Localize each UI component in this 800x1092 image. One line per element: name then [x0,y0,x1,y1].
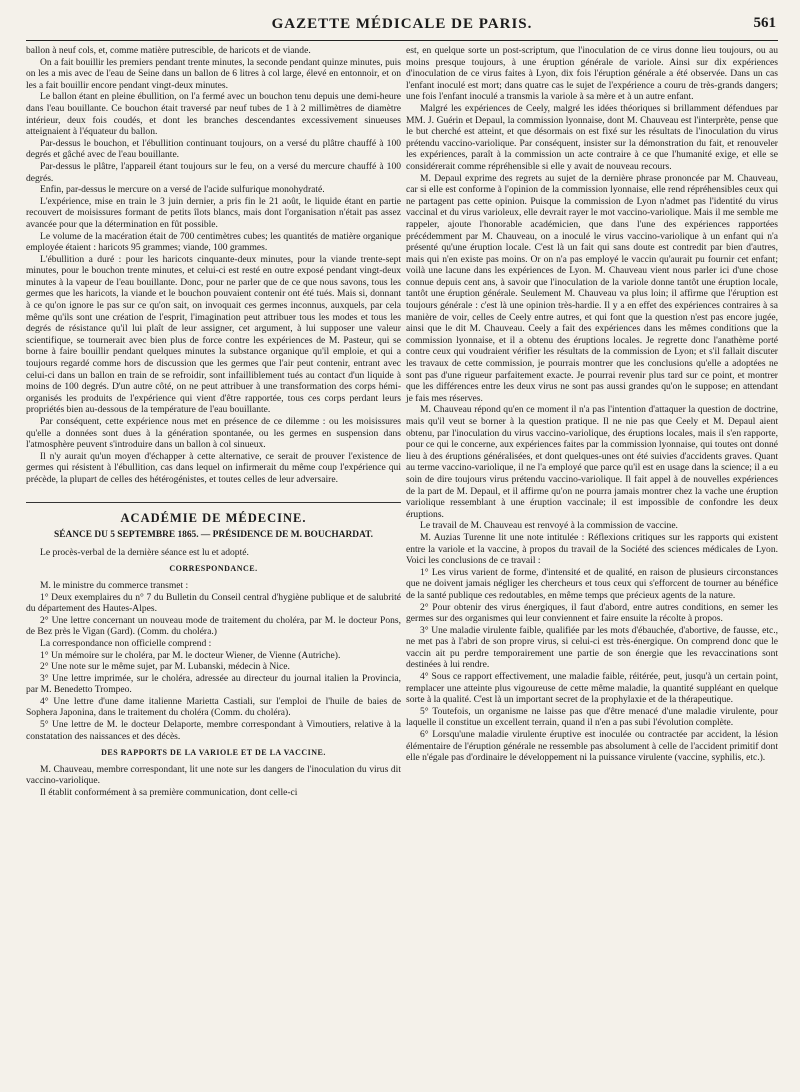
paragraph: Enfin, par-dessus le mercure on a versé de l'acide sulfurique monohydraté. [40,184,325,196]
academie-section [26,502,401,799]
list-item: 1° Les virus varient de forme, d'intensité et de qualité, en raison de plusieurs circonstances que ne doivent jamais négliger les chercheurs et tous ceux qui s'efforcent de tourner au bénéfice de la santé publique ces redoutables, en même temps que précieux agents de la nature. [406,566,778,601]
paragraph: Il établit conformément à sa première communication, dont celle-ci [40,787,298,799]
paragraph: Le procès-verbal de la dernière séance est lu et adopté. [40,546,249,558]
page-header [26,14,778,41]
journal-title: GAZETTE MÉDICALE DE PARIS. [271,16,533,32]
paragraph: La correspondance non officielle comprend : [40,637,212,649]
paragraph: Le ballon étant en pleine ébullition, on l'a fermé avec un bouchon tenu depuis une demi-heure dans l'eau bouillante. Ce bouchon était traversé par neuf tubes de 1 à 2 millimètres de diamètre intérieur, deux fois coudés, et dont les branches descendantes excessivement sinueuses atteignaient à l'équateur du ballon. [26,91,401,138]
list-item: 5° Une lettre de M. le docteur Delaporte, membre correspondant à Vimoutiers, relative à la constatation des naissances et des décès. [26,719,401,742]
list-item: 3° Une maladie virulente faible, qualifiée par les mots d'ébauchée, d'abortive, de fausse, etc., ne met pas à l'abri de son propre virus, si celui-ci est très-énergique. On comprend donc que le vaccin ait pu perdre temporairement une partie de son énergie que les revaccinations sont destinées à lui rendre. [406,624,778,671]
paragraph: L'expérience, mise en train le 3 juin dernier, a pris fin le 21 août, le liquide étant en partie recouvert de moisissures formant de petits îlots blancs, mais dont l'organisation n'était pas assez avancée pour que la détermination en fût possible. [26,195,401,230]
list-item: 1° Un mémoire sur le choléra, par M. le docteur Wiener, de Vienne (Autriche). [40,649,341,661]
section-title: ACADÉMIE DE MÉDECINE. [120,510,307,525]
paragraph: est, en quelque sorte un post-scriptum, que l'inoculation de ce virus donne lieu toujours, ou au moins presque toujours, à une éruption générale de variole. Ainsi sur dix expériences d'inoculation de ce virus faites à Lyon, dix fois l'éruption générale a été observée. Dans un cas l'enfant inoculé est mort; dans quatre cas le sujet de l'expérience a couru de très-grands dangers; une fois l'enfant inoculé a transmis la variole à sa mère et à un autre enfant. [406,45,778,103]
list-item: 2° Une lettre concernant un nouveau mode de traitement du choléra, par M. le docteur Pons, de Bez près le Vigan (Gard). (Comm. du choléra.) [26,614,401,638]
right-column [406,45,778,799]
list-item: 4° Sous ce rapport effectivement, une maladie faible, réitérée, peut, jusqu'à un certain point, remplacer une atteinte plus vigoureuse de cette même maladie, la quantité suppléant en quelque sorte à la qualité. C'est là un important secret de la prophylaxie et de la thérapeutique. [406,671,778,706]
paragraph: ballon à neuf cols, et, comme matière putrescible, de haricots et de viande. [26,45,311,56]
paragraph: L'ébullition a duré : pour les haricots cinquante-deux minutes, pour la viande trente-sept minutes, pour le bouchon trente minutes, et celui-ci est resté en outre exposé pendant vingt-deux minutes à la vapeur de l'eau bouillante. Donc, pour ne parler que de ce que nous savons, tous les germes que les haricots, la viande et le bouchon pouvaient contenir ont été tués. Mais si, donnant à ce qu'on ignore le pas sur ce qu'on sait, on invoquait ces germes inconnus, auxquels, par cela même qu'ils sont une création de l'esprit, l'imagination peut attribuer tous les modes et tous les degrés de résistance qu'il lui plaît de leur assigner, cet argument, à lui supposer une valeur scientifique, se tournerait avec bien plus de force contre les expériences de M. Pasteur, qui se borne à faire bouillir pendant quelques minutes la substance organique qu'il emploie, et qui a toujours regardé comme hors de discussion que les germes que l'air peut contenir, entrant avec celui-ci dans un ballon en train de se refroidir, sont infailliblement tués au contact d'un liquide à moins de 100 degrés. D'un autre côté, on ne peut attribuer à une transformation des corps hémi-organisés les produits de l'expérience qui vient d'être rapportée, tous ces corps perdant leurs propriétés bien au-dessous de la température de l'eau bouillante. [26,253,401,416]
page-number: 561 [753,15,776,31]
list-item: 6° Lorsqu'une maladie virulente éruptive est inoculée ou contractée par accident, la lésion élémentaire de l'éruption générale ne ressemble pas absolument à celle de l'accident primitif dont elle n'égale pas d'ordinaire le développement ni la puissance virulente (vaccine, syphilis, etc.). [406,729,778,764]
seance-heading: SÉANCE DU 5 SEPTEMBRE 1865. — PRÉSIDENCE DE M. BOUCHARDAT. [54,530,373,541]
list-item: 1° Deux exemplaires du n° 7 du Bulletin du Conseil central d'hygiène publique et de salubrité du département des Hautes-Alpes. [26,591,401,615]
paragraph: Par-dessus le bouchon, et l'ébullition continuant toujours, on a versé du plâtre chauffé à 100 degrés et gâché avec de l'eau bouillante. [26,137,401,161]
list-item: 2° Pour obtenir des virus énergiques, il faut d'abord, entre autres conditions, en semer les germes sur des organismes qui leur conviennent et faire ensuite la récolte à propos. [406,601,778,625]
paragraph: Par conséquent, cette expérience nous met en présence de ce dilemme : ou les moisissures qu'elle a données sont dues à la génération spontanée, ou les germes en suspension dans l'atmosphère peuvent s'introduire dans un ballon à col sinueux. [26,416,401,451]
paragraph: M. Depaul exprime des regrets au sujet de la dernière phrase prononcée par M. Chauveau, car si elle est conforme à l'opinion de la commission lyonnaise, elle rend répréhensibles ceux qui ne partagent pas cette opinion. Puisque la commission de Lyon n'admet pas l'identité du virus vaccinal et du virus varioleux, elle devrait rayer le mot vaccino-variolique. Mais il me semble me rappeler, ajoute l'honorable académicien, que dans l'une des expériences rapportées précédemment par M. Chauveau, on a inoculé le virus vaccino-variolique à un enfant qui n'a présenté qu'une éruption locale. C'est là un fait qui sans doute est contredit par bien d'autres, mais qui n'en existe pas moins. Or on n'a pas employé le vaccin qu'aurait pu fournir cet enfant; voilà une lacune dans les expériences de Lyon. M. Chauveau vient nous parler ici d'une chose connue depuis cent ans, à savoir que l'inoculation de la variole donne tantôt une éruption locale, tantôt une éruption générale. Seulement M. Chauveau va plus loin; il affirme que l'éruption est toujours générale : c'est là une opinion très-hardie. Il y a en effet des expériences contraires à sa manière de voir, celles de Ceely entre autres, et qui font que la question n'est pas encore jugée, ainsi que le dit M. Chauveau. Ceely a fait des expériences dans les mêmes conditions que la commission lyonnaise, et il a obtenu des éruptions locales. Je regrette donc l'anathème porté contre ceux qui voudraient vérifier les résultats de la commission de Lyon; et s'il fallait discuter les travaux de cette commission, je pourrais montrer que les conclusions qu'elle a adoptées ne sont pas d'une rigueur parfaitement exacte. Je pourrai revenir plus tard sur ce point, et montrer que les différences entre les deux virus ne sont pas aussi grandes qu'on le suppose; en attendant je fais mes réserves. [406,172,778,404]
paragraph: Le travail de M. Chauveau est renvoyé à la commission de vaccine. [420,520,678,532]
paragraph: Il n'y aurait qu'un moyen d'échapper à cette alternative, ce serait de prouver l'existence de germes qui résistent à l'ébullition, cas dans lequel on infirmerait du même coup l'expérience qui précède, la plupart de celles des hétérogénistes, et toutes celles de leur adversaire. [26,450,401,485]
subheading-correspondance: CORRESPONDANCE. [169,564,258,574]
paragraph: M. Auzias Turenne lit une note intitulée : Réflexions critiques sur les rapports qui existent entre la variole et la vaccine, à propos du travail de la Société des sciences médicales de Lyon. Voici les conclusions de ce travail : [406,531,778,567]
paragraph: M. Chauveau, membre correspondant, lit une note sur les dangers de l'inoculation du virus dit vaccino-variolique. [26,763,401,787]
paragraph: M. Chauveau répond qu'en ce moment il n'a pas l'intention d'attaquer la question de doctrine, mais qu'il veut se borner à la question pratique. Il ne nie pas que Ceely et M. Depaul aient obtenu, par l'inoculation du virus vaccino-variolique, des éruptions locales, mais il s'en rapporte, pour ce qui le concerne, aux expériences faites par la commission lyonnaise, qui toutes ont donné lieu à des éruptions généralisées, et dont quelques-unes ont été suivies d'accidents graves. Quant au terme vaccino-variolique, il ne l'a employé que parce qu'il est en usage dans la science; il a eu soin de dire toujours virus prétendu vaccino-variolique. Il fait appel à de nouvelles expériences de la part de M. Depaul, et il affirme qu'on ne pourra jamais montrer chez la vache une éruption variolique ressemblant à une éruption vaccinale; il est impossible de confondre les deux éruptions. [406,404,778,520]
columns [26,45,778,799]
left-column [26,45,401,799]
paragraph: Par-dessus le plâtre, l'appareil étant toujours sur le feu, on a versé du mercure chauffé à 100 degrés. [26,160,401,184]
list-item: 3° Une lettre imprimée, sur le choléra, adressée au directeur du journal italien la Provincia, par M. Benedetto Trompeo. [26,672,401,696]
paragraph: Malgré les expériences de Ceely, malgré les idées théoriques si brillamment défendues par MM. J. Guérin et Depaul, la commission lyonnaise, dont M. Chauveau est l'interprète, pense que le but cherché est atteint, et que désormais on est fixé sur les résultats de l'inoculation du virus prétendu vaccino-variolique. Par conséquent, insister sur la démonstration du fait, et renouveler les expériences, paraît à la commission un acte contraire à ce que l'humanité exige, et elle se considérerait comme répréhensible si elle y avait de nouveau recours. [406,102,778,172]
list-item: 5° Toutefois, un organisme ne laisse pas que d'être menacé d'une maladie virulente, pour laquelle il constitue un excellent terrain, quand il n'en a pas subi l'évolution complète. [406,705,778,729]
subheading-rapports: DES RAPPORTS DE LA VARIOLE ET DE LA VACCINE. [101,748,326,758]
list-item: 2° Une note sur le même sujet, par M. Lubanski, médecin à Nice. [40,661,290,673]
paragraph: On a fait bouillir les premiers pendant trente minutes, la seconde pendant quinze minutes, puis on les a mis avec de l'eau de Seine dans un ballon de 6 litres à col large, élevé en entonnoir, et on les a fait bouillir encore pendant vingt-deux minutes. [26,56,401,91]
list-item: 4° Une lettre d'une dame italienne Marietta Castiali, sur l'emploi de l'huile de baies de Sophera Japonina, dans le traitement du choléra (Comm. du choléra). [26,695,401,719]
paragraph: Le volume de la macération était de 700 centimètres cubes; les quantités de matière organique employée étaient : haricots 95 grammes; viande, 100 grammes. [26,230,401,254]
paragraph: M. le ministre du commerce transmet : [40,579,189,591]
